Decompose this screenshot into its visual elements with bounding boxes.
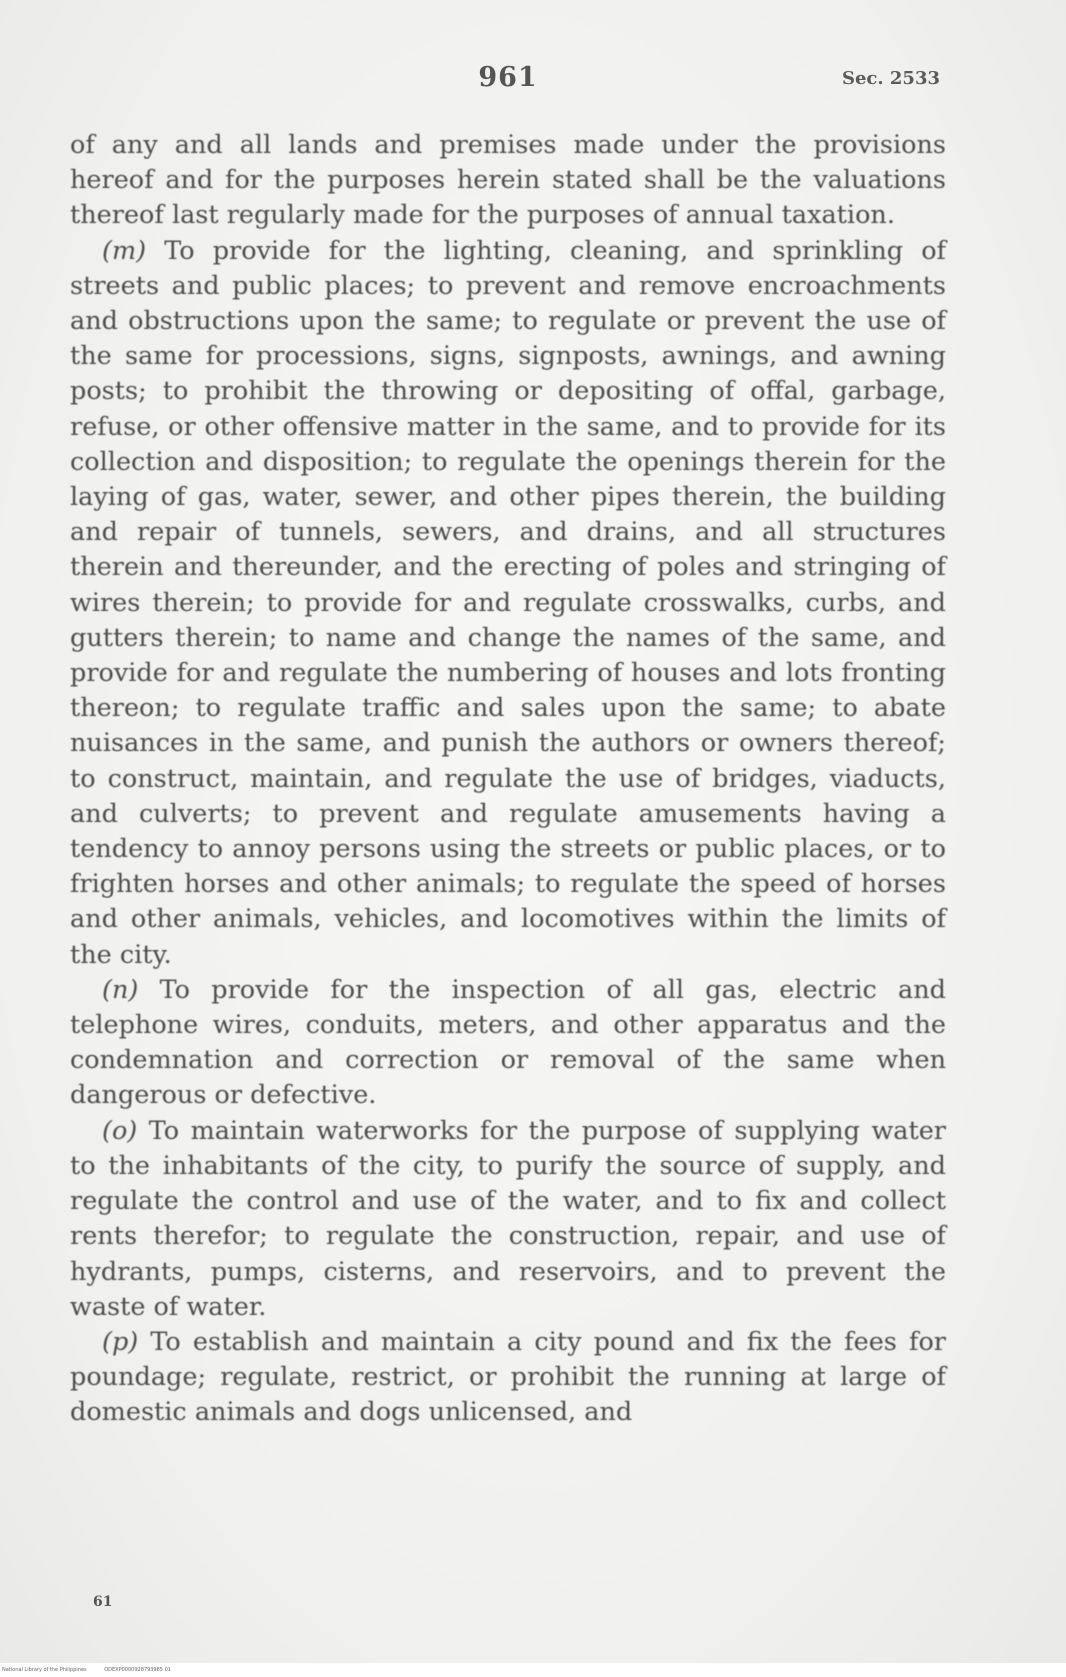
footer-library: National Library of the Philippines — [2, 1667, 87, 1673]
paragraph-text: of any and all lands and premises made under the provisions hereof and for the purposes herein stated shall be the valuations thereof last regularly made for the purposes of annual taxation. — [70, 130, 946, 231]
section-reference: Sec. 2533 — [841, 68, 940, 89]
paragraph-letter: (n) — [102, 974, 139, 1005]
page-header — [70, 62, 946, 102]
signature-mark: 61 — [93, 1594, 113, 1610]
paragraph-text: To provide for the lighting, cleaning, and sprinkling of streets and public places; to prevent and remove encroachments and obstructions upon the same; to regulate or prevent the use of the same for processions, signs, signposts, awnings, and awning posts; to prohibit the throwing or depositing of offal, garbage, refuse, or other offensive matter in the same, and to provide for its collection and disposition; to regulate the openings therein for the laying of gas, water, sewer, and other pipes therein, the building and repair of tunnels, sewers, and drains, and all structures therein and thereunder, and the erecting of poles and stringing of wires therein; to provide for and regulate crosswalks, curbs, and gutters therein; to name and change the names of the same, and provide for and regulate the numbering of houses and lots fronting thereon; to regulate traffic and sales upon the same; to abate nuisances in the same, and punish the authors or owners thereof; to construct, maintain, and regulate the use of bridges, viaducts, and culverts; to prevent and regulate amusements having a tendency to annoy persons using the streets or public places, or to frighten horses and other animals; to regulate the speed of horses and other animals, vehicles, and locomotives within the limits of the city. — [70, 235, 946, 970]
paragraph-letter: (p) — [102, 1326, 139, 1357]
paragraph-letter: (m) — [102, 235, 147, 266]
paragraph-text: To establish and maintain a city pound and fix the fees for poundage; regulate, restrict, or prohibit the running at large of domestic animals and dogs unlicensed, and — [70, 1326, 946, 1428]
paragraph-text: To maintain waterworks for the purpose of supplying water to the inhabitants of the city, to purify the source of supply, and regulate the control and use of the water, and to fix and collect rents therefor; to regulate the construction, repair, and use of hydrants, pumps, cisterns, and reservoirs, and to prevent the waste of water. — [70, 1115, 946, 1322]
paragraph-o — [70, 1114, 946, 1325]
footer-id: ODEXP0000928793985 01 — [104, 1667, 171, 1673]
paragraph-m — [70, 234, 946, 973]
page-number: 961 — [478, 62, 538, 93]
paragraph-p — [70, 1325, 946, 1431]
paragraph-text: To provide for the inspection of all gas, electric and telephone wires, conduits, meters, and other apparatus and the condemnation and correction or removal of the same when dangerous or defective. — [70, 974, 947, 1111]
paragraph-letter: (o) — [102, 1115, 138, 1146]
body-text — [70, 128, 946, 1431]
scan-footer — [0, 1663, 1066, 1677]
paragraph-continuation — [70, 128, 946, 234]
paragraph-n — [70, 973, 946, 1114]
